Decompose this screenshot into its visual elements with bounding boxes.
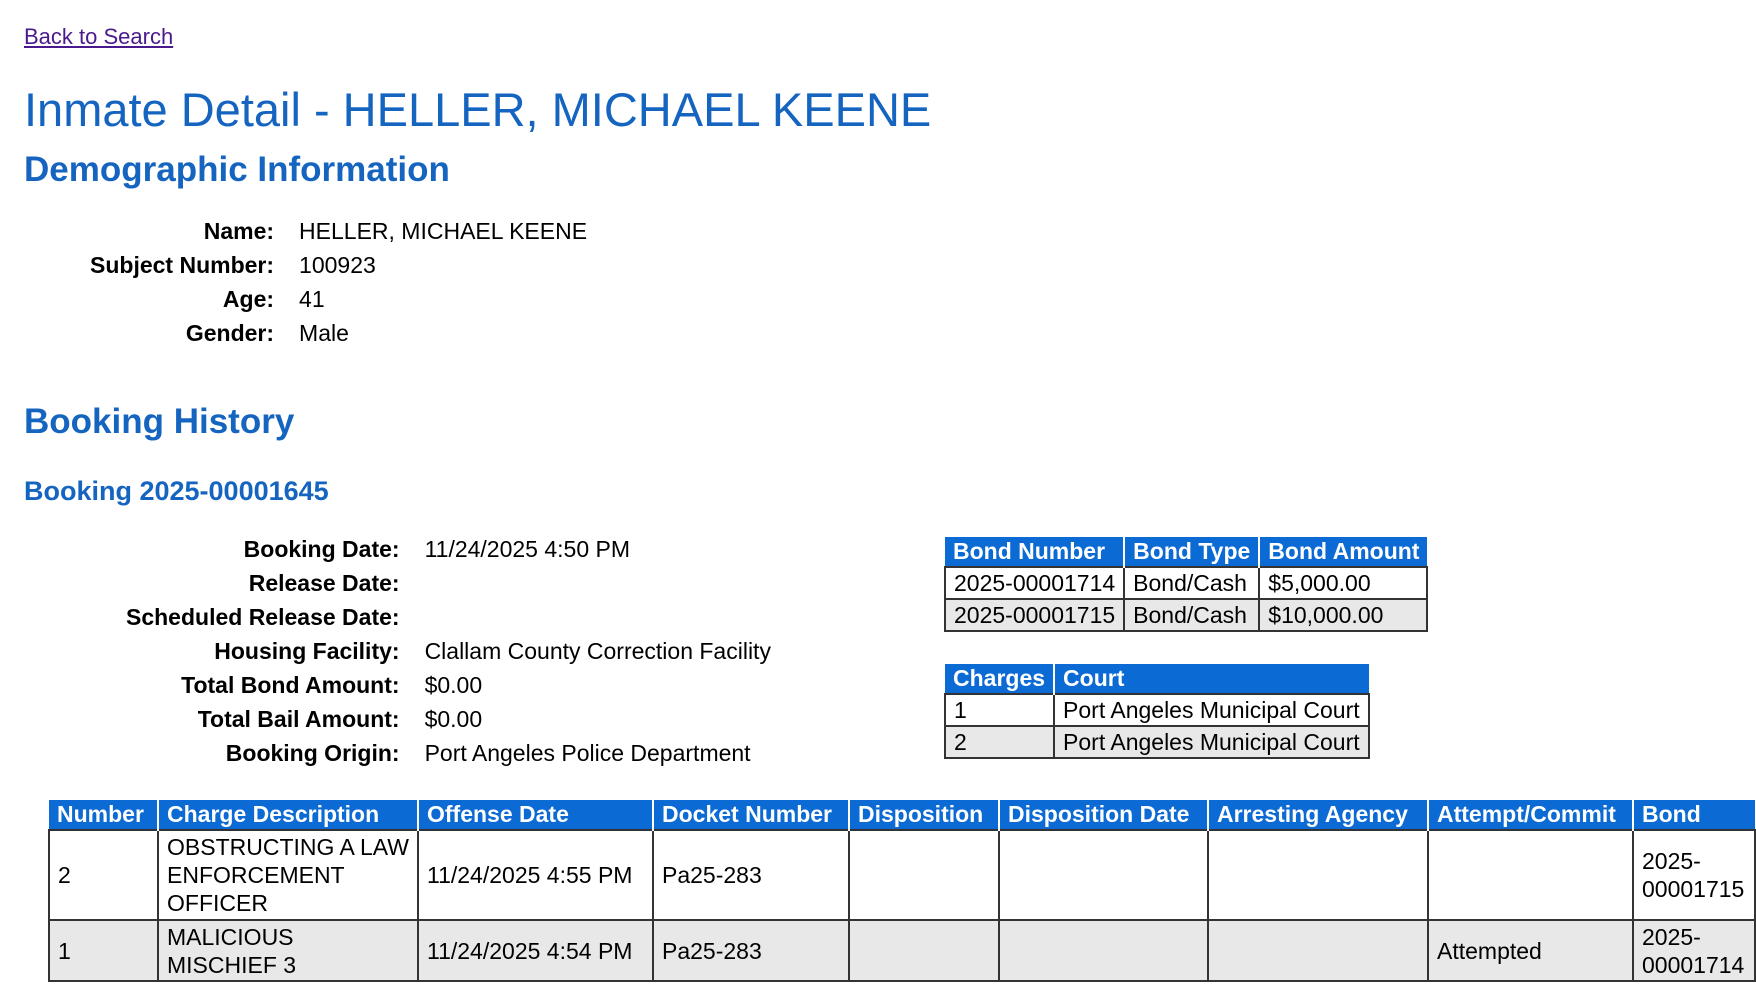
table-cell: Bond/Cash [1124, 599, 1259, 631]
table-cell: $5,000.00 [1259, 567, 1427, 599]
table-cell [999, 830, 1208, 920]
table-row [49, 830, 1755, 920]
table-cell: 1 [49, 920, 158, 981]
booking-heading: Booking 2025-00001645 [24, 476, 329, 506]
booking-row [126, 702, 771, 736]
table-cell [849, 920, 999, 981]
column-header: Disposition [849, 800, 999, 830]
column-header: Charge Description [158, 800, 418, 830]
table-cell: 11/24/2025 4:54 PM [418, 920, 653, 981]
column-header: Court [1054, 664, 1369, 694]
table-cell: MALICIOUS MISCHIEF 3 [158, 920, 418, 981]
field-value: $0.00 [424, 706, 483, 732]
table-cell: Port Angeles Municipal Court [1054, 694, 1369, 726]
field-value: 100923 [299, 252, 376, 278]
back-to-search-link[interactable]: Back to Search [24, 24, 174, 49]
field-value: Port Angeles Police Department [424, 740, 751, 766]
booking-history-heading: Booking History [24, 402, 295, 441]
table-row [945, 599, 1427, 631]
table-cell: 11/24/2025 4:55 PM [418, 830, 653, 920]
field-label: Release Date: [248, 570, 400, 596]
table-cell: 2025-00001714 [945, 567, 1124, 599]
table-cell: $10,000.00 [1259, 599, 1427, 631]
court-table [944, 664, 1370, 759]
column-header: Bond [1633, 800, 1755, 830]
field-label: Gender: [185, 320, 275, 346]
table-cell: 2 [945, 726, 1054, 758]
table-cell [1208, 920, 1428, 981]
booking-row [126, 736, 771, 770]
column-header: Disposition Date [999, 800, 1208, 830]
column-header: Bond Type [1124, 537, 1259, 567]
table-cell: Pa25-283 [653, 920, 849, 981]
booking-row [126, 600, 771, 634]
demographic-row [90, 248, 587, 282]
field-label: Total Bond Amount: [181, 672, 400, 698]
field-value: $0.00 [424, 672, 483, 698]
column-header: Number [49, 800, 158, 830]
table-cell: 1 [945, 694, 1054, 726]
field-label: Age: [222, 286, 275, 312]
demographic-heading: Demographic Information [24, 150, 450, 189]
table-cell: Attempted [1428, 920, 1633, 981]
table-cell [849, 830, 999, 920]
column-header: Offense Date [418, 800, 653, 830]
demographic-row [90, 214, 587, 248]
table-cell [1428, 830, 1633, 920]
column-header: Attempt/Commit [1428, 800, 1633, 830]
table-cell [999, 920, 1208, 981]
field-value [425, 600, 771, 634]
field-label: Total Bail Amount: [197, 706, 400, 732]
table-cell: 2025-00001715 [945, 599, 1124, 631]
table-cell: OBSTRUCTING A LAW ENFORCEMENT OFFICER [158, 830, 418, 920]
booking-row [126, 668, 771, 702]
column-header: Docket Number [653, 800, 849, 830]
demographic-row [90, 316, 587, 350]
field-value: 41 [299, 286, 325, 312]
table-header-row [945, 537, 1427, 567]
table-cell: 2 [49, 830, 158, 920]
column-header: Arresting Agency [1208, 800, 1428, 830]
table-cell: 2025-00001714 [1633, 920, 1755, 981]
table-cell [1208, 830, 1428, 920]
demographic-row [90, 282, 587, 316]
field-value: 11/24/2025 4:50 PM [424, 536, 631, 562]
table-row [945, 567, 1427, 599]
demographic-table [90, 214, 587, 350]
column-header: Bond Number [945, 537, 1124, 567]
table-header-row [49, 800, 1755, 830]
field-label: Scheduled Release Date: [126, 604, 400, 630]
bond-table [944, 537, 1428, 632]
field-label: Booking Date: [243, 536, 400, 562]
table-cell: Pa25-283 [653, 830, 849, 920]
field-label: Housing Facility: [214, 638, 400, 664]
booking-row [126, 532, 771, 566]
table-cell: Bond/Cash [1124, 567, 1259, 599]
field-value: Male [299, 320, 349, 346]
field-label: Booking Origin: [225, 740, 400, 766]
field-label: Subject Number: [90, 252, 275, 278]
field-label: Name: [203, 218, 275, 244]
booking-details-table [126, 532, 771, 770]
booking-row [126, 634, 771, 668]
table-row [945, 726, 1369, 758]
field-value: HELLER, MICHAEL KEENE [299, 218, 588, 244]
table-cell: 2025-00001715 [1633, 830, 1755, 920]
booking-row [126, 566, 771, 600]
column-header: Bond Amount [1259, 537, 1427, 567]
field-value: Clallam County Correction Facility [424, 638, 771, 664]
charges-table [48, 800, 1756, 982]
table-row [49, 920, 1755, 981]
table-row [945, 694, 1369, 726]
field-value [425, 566, 771, 600]
table-cell: Port Angeles Municipal Court [1054, 726, 1369, 758]
page-title: Inmate Detail - HELLER, MICHAEL KEENE [24, 83, 932, 136]
table-header-row [945, 664, 1369, 694]
column-header: Charges [945, 664, 1054, 694]
